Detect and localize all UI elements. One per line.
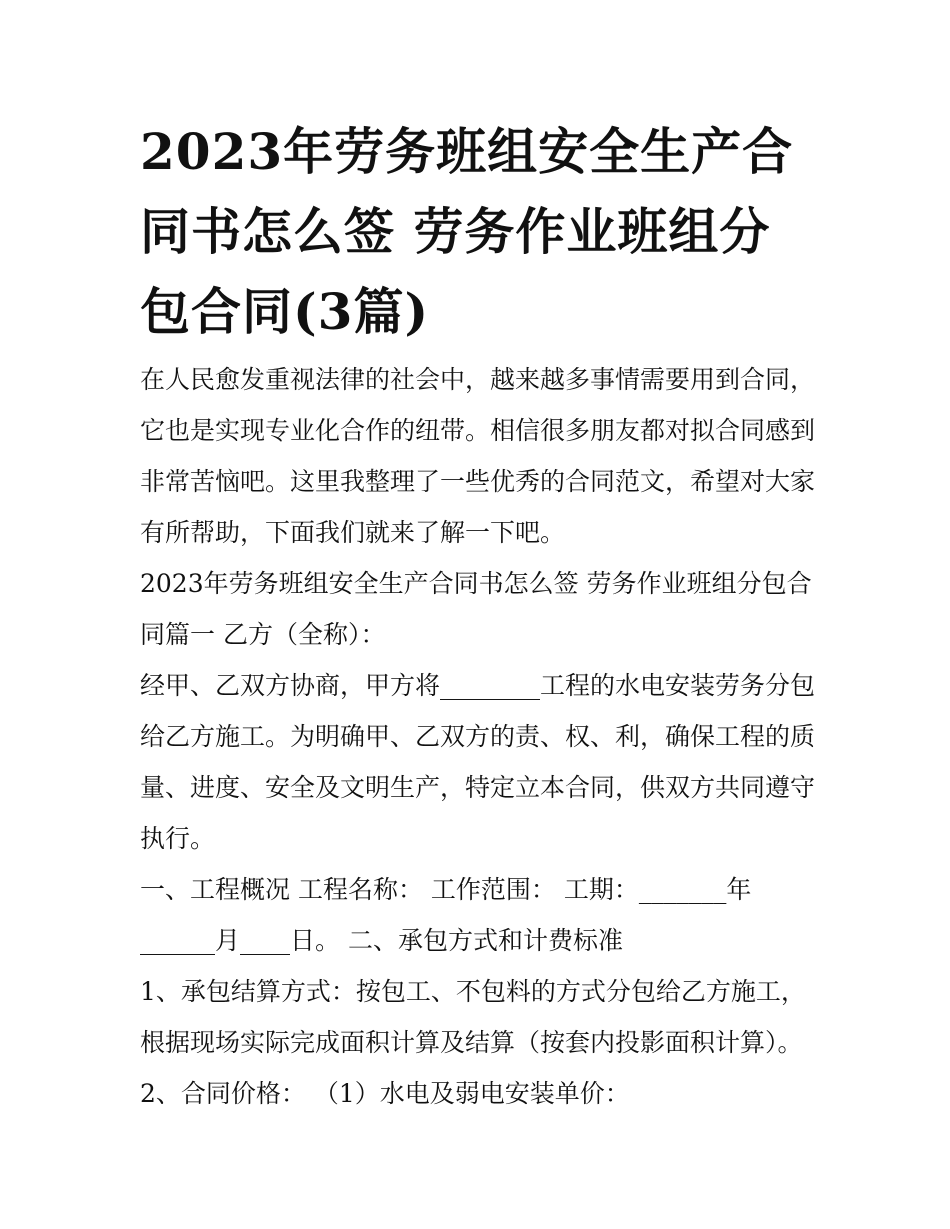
body-paragraph: 2、合同价格： （1）水电及弱电安装单价：	[140, 1079, 630, 1108]
body-paragraph: 经甲、乙双方协商，甲方将________工程的水电安装劳务分包给乙方施工。为明确甲、乙双方的责、权、利，确保工程的质量、进度、安全及文明生产，特定立本合同，供双方共同遵守执行。	[140, 671, 816, 853]
body-paragraph: 1、承包结算方式：按包工、不包料的方式分包给乙方施工，根据现场实际完成面积计算及结算（按套内投影面积计算）。	[140, 977, 806, 1057]
document-title: 2023年劳务班组安全生产合同书怎么签 劳务作业班组分包合同(3篇)	[140, 122, 794, 341]
section-heading: 2023年劳务班组安全生产合同书怎么签 劳务作业班组分包合同篇一 乙方（全称）：	[140, 569, 812, 649]
intro-paragraph: 在人民愈发重视法律的社会中，越来越多事情需要用到合同，它也是实现专业化合作的纽带。相信很多朋友都对拟合同感到非常苦恼吧。这里我整理了一些优秀的合同范文，希望对大家有所帮助，下面我们就来了解一下吧。	[140, 365, 816, 547]
body-paragraph: 一、工程概况 工程名称： 工作范围： 工期：_______年______月____日。 二、承包方式和计费标准	[140, 875, 752, 955]
document-body	[140, 354, 820, 1119]
